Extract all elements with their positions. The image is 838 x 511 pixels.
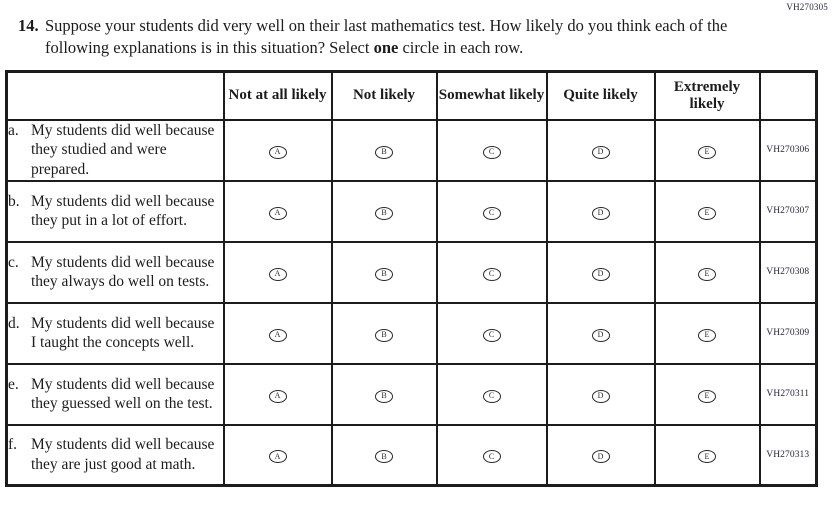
row-letter: d. [8, 314, 20, 332]
answer-circle-b[interactable]: B [375, 390, 393, 403]
statement-cell [7, 242, 224, 303]
row-letter: e. [8, 375, 19, 393]
table-row-b [7, 181, 817, 242]
option-cell-somewhat-likely [437, 120, 547, 181]
option-cell-extremely-likely [655, 425, 760, 486]
option-cell-not-at-all-likely [224, 425, 332, 486]
row-code-cell: VH270306 [760, 120, 817, 181]
answer-circle-e[interactable]: E [698, 268, 716, 281]
answer-circle-d[interactable]: D [592, 268, 610, 281]
statement-cell [7, 364, 224, 425]
likelihood-table [5, 70, 818, 488]
row-statement: My students did well because they guessed well on the test. [31, 375, 215, 413]
header-row [7, 71, 817, 120]
row-code-cell: VH270311 [760, 364, 817, 425]
answer-circle-a[interactable]: A [269, 390, 287, 403]
option-cell-quite-likely [547, 425, 655, 486]
answer-circle-e[interactable]: E [698, 390, 716, 403]
option-cell-extremely-likely [655, 303, 760, 364]
answer-circle-d[interactable]: D [592, 146, 610, 159]
option-cell-not-at-all-likely [224, 303, 332, 364]
question-text-emphasis: one [373, 37, 399, 57]
answer-circle-d[interactable]: D [592, 450, 610, 463]
answer-circle-a[interactable]: A [269, 207, 287, 220]
statement-cell [7, 120, 224, 181]
option-cell-not-likely [332, 120, 437, 181]
option-cell-not-at-all-likely [224, 181, 332, 242]
option-cell-not-likely [332, 425, 437, 486]
option-cell-somewhat-likely [437, 242, 547, 303]
option-cell-not-likely [332, 181, 437, 242]
option-cell-extremely-likely [655, 364, 760, 425]
option-cell-not-at-all-likely [224, 242, 332, 303]
option-cell-quite-likely [547, 181, 655, 242]
answer-circle-b[interactable]: B [375, 268, 393, 281]
answer-circle-d[interactable]: D [592, 207, 610, 220]
option-cell-extremely-likely [655, 242, 760, 303]
row-statement: My students did well because they are just good at math. [31, 436, 215, 473]
row-statement: My students did well because I taught the concepts well. [31, 314, 215, 352]
option-cell-not-likely [332, 242, 437, 303]
row-letter: f. [8, 436, 18, 454]
row-letter: a. [8, 121, 19, 139]
answer-circle-a[interactable]: A [269, 146, 287, 159]
row-statement: My students did well because they put in a lot of effort. [31, 192, 215, 230]
answer-circle-a[interactable]: A [269, 450, 287, 463]
answer-circle-a[interactable]: A [269, 329, 287, 342]
option-cell-quite-likely [547, 303, 655, 364]
header-not-at-all-likely: Not at all likely [224, 71, 332, 120]
answer-circle-c[interactable]: C [483, 450, 501, 463]
option-cell-somewhat-likely [437, 364, 547, 425]
page-accession-code: VH270305 [786, 2, 828, 12]
header-empty-code [760, 71, 817, 120]
statement-cell [7, 303, 224, 364]
answer-circle-e[interactable]: E [698, 329, 716, 342]
header-extremely-likely: Extremely likely [655, 71, 760, 120]
row-statement: My students did well because they always do well on tests. [31, 253, 215, 291]
row-statement: My students did well because they studied and were prepared. [31, 121, 215, 178]
option-cell-extremely-likely [655, 120, 760, 181]
row-code-cell: VH270307 [760, 181, 817, 242]
option-cell-somewhat-likely [437, 425, 547, 486]
option-cell-extremely-likely [655, 181, 760, 242]
option-cell-not-likely [332, 303, 437, 364]
row-code-cell: VH270313 [760, 425, 817, 486]
table-row-d [7, 303, 817, 364]
answer-circle-e[interactable]: E [698, 450, 716, 463]
statement-cell [7, 425, 224, 486]
option-cell-quite-likely [547, 120, 655, 181]
table-row-e [7, 364, 817, 425]
option-cell-not-at-all-likely [224, 364, 332, 425]
statement-cell [7, 181, 224, 242]
answer-circle-b[interactable]: B [375, 329, 393, 342]
row-letter: b. [8, 192, 20, 210]
option-cell-not-at-all-likely [224, 120, 332, 181]
answer-circle-d[interactable]: D [592, 329, 610, 342]
option-cell-somewhat-likely [437, 303, 547, 364]
question-text-start: Suppose your students did very well on their last mathematics test. How likely do you think each of the following explanations is in this situation? Select [45, 16, 728, 57]
question-text-end: circle in each row. [398, 37, 524, 57]
question-text [45, 15, 745, 59]
option-cell-somewhat-likely [437, 181, 547, 242]
option-cell-not-likely [332, 364, 437, 425]
option-cell-quite-likely [547, 364, 655, 425]
answer-circle-d[interactable]: D [592, 390, 610, 403]
answer-circle-e[interactable]: E [698, 146, 716, 159]
question-number: 14. [18, 16, 39, 35]
answer-circle-c[interactable]: C [483, 207, 501, 220]
answer-circle-a[interactable]: A [269, 268, 287, 281]
answer-circle-c[interactable]: C [483, 390, 501, 403]
table-row-c [7, 242, 817, 303]
table-row-f [7, 425, 817, 486]
answer-circle-b[interactable]: B [375, 146, 393, 159]
answer-circle-e[interactable]: E [698, 207, 716, 220]
option-cell-quite-likely [547, 242, 655, 303]
header-empty-stem [7, 71, 224, 120]
question-block [0, 0, 838, 59]
table-row-a [7, 120, 817, 181]
answer-circle-b[interactable]: B [375, 450, 393, 463]
answer-circle-c[interactable]: C [483, 329, 501, 342]
row-code-cell: VH270309 [760, 303, 817, 364]
answer-circle-b[interactable]: B [375, 207, 393, 220]
header-quite-likely: Quite likely [547, 71, 655, 120]
header-somewhat-likely: Somewhat likely [437, 71, 547, 120]
row-letter: c. [8, 253, 19, 271]
answer-circle-c[interactable]: C [483, 146, 501, 159]
answer-circle-c[interactable]: C [483, 268, 501, 281]
row-code-cell: VH270308 [760, 242, 817, 303]
header-not-likely: Not likely [332, 71, 437, 120]
